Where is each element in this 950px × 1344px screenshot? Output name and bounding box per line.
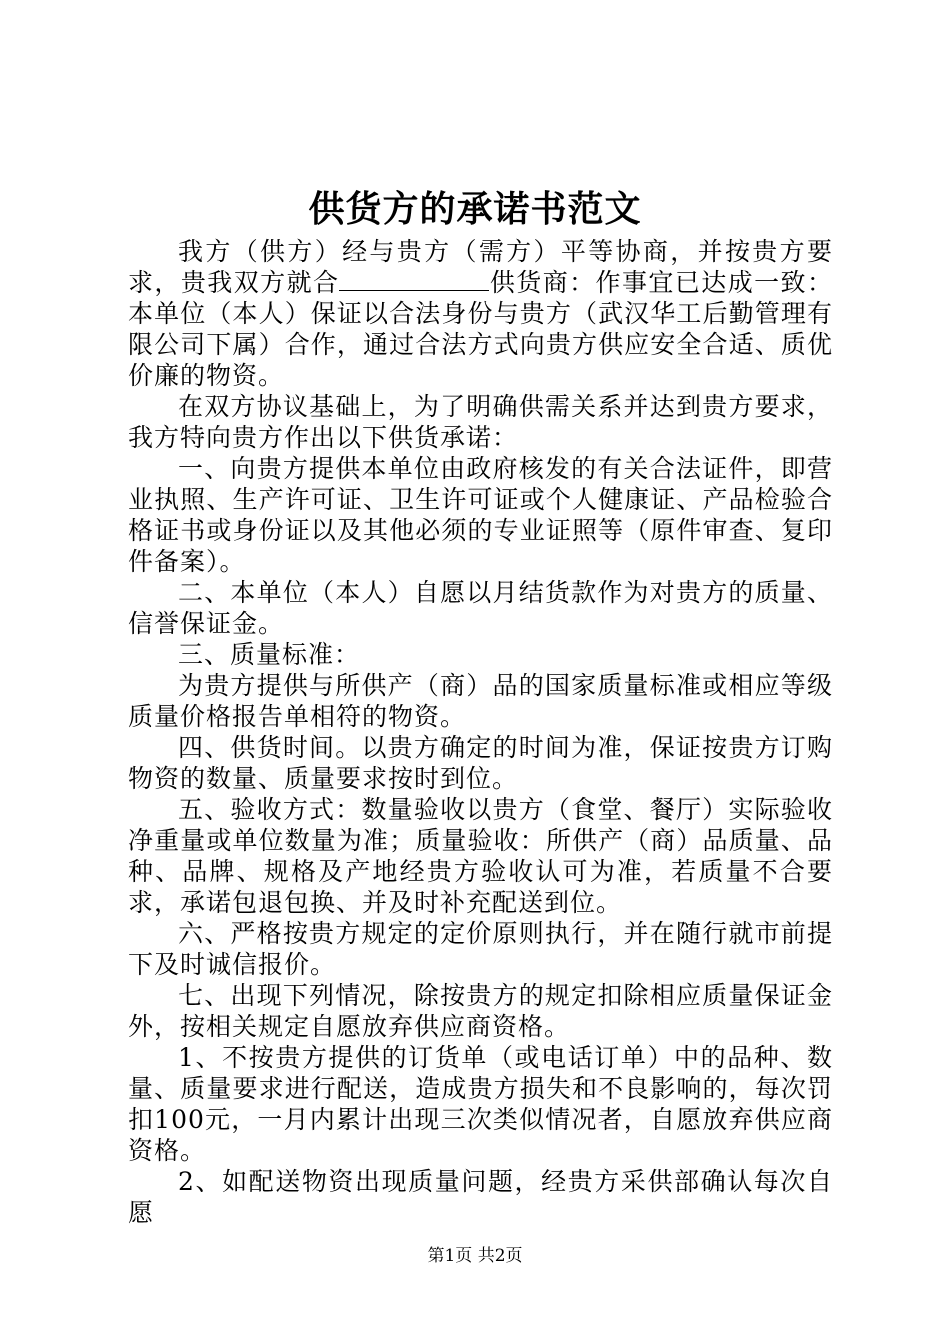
paragraph: 七、出现下列情况，除按贵方的规定扣除相应质量保证金外，按相关规定自愿放弃供应商资格。 — [128, 981, 833, 1041]
paragraph: 为贵方提供与所供产（商）品的国家质量标准或相应等级质量价格报告单相符的物资。 — [128, 671, 833, 731]
paragraph-1-text-end: 供货商：作事宜已达成一致：本单位（本人）保证以合法身份与贵方（武汉华工后勤管理有限公司下属）合作，通过合法方式向贵方供应安全合适、质优价廉的物资。 — [128, 268, 833, 390]
paragraph: 三、质量标准： — [178, 640, 361, 669]
paragraph: 一、向贵方提供本单位由政府核发的有关合法证件，即营业执照、生产许可证、卫生许可证或个人健康证、产品检验合格证书或身份证以及其他必须的专业证照等（原件审查、复印件备案）。 — [128, 454, 833, 576]
paragraph: 在双方协议基础上，为了明确供需关系并达到贵方要求，我方特向贵方作出以下供货承诺： — [128, 392, 833, 452]
paragraph: 二、本单位（本人）自愿以月结货款作为对贵方的质量、信誉保证金。 — [128, 578, 833, 638]
paragraph-1-text-start: 我方（供方）经与贵方（需方）平等协商，并按贵方要求，贵我双方就合 — [128, 237, 833, 297]
paragraph: 四、供货时间。以贵方确定的时间为准，保证按贵方订购物资的数量、质量要求按时到位。 — [128, 733, 833, 793]
document-title: 供货方的承诺书范文 — [308, 188, 642, 230]
paragraph: 五、验收方式：数量验收以贵方（食堂、餐厅）实际验收净重量或单位数量为准；质量验收：所供产（商）品质量、品种、品牌、规格及产地经贵方验收认可为准，若质量不合要求，承诺包退包换、并及时补充配送到位。 — [128, 795, 833, 917]
document-body — [128, 236, 833, 1228]
paragraph: 2、如配送物资出现质量问题，经贵方采供部确认每次自愿 — [128, 1167, 833, 1227]
fill-in-blank — [339, 268, 489, 291]
page-number-footer: 第1页 共2页 — [427, 1246, 523, 1266]
paragraph: 1、不按贵方提供的订货单（或电话订单）中的品种、数量、质量要求进行配送，造成贵方损失和不良影响的，每次罚扣100元，一月内累计出现三次类似情况者，自愿放弃供应商资格。 — [128, 1043, 833, 1165]
paragraph: 六、严格按贵方规定的定价原则执行，并在随行就市前提下及时诚信报价。 — [128, 919, 833, 979]
paragraph-1 — [128, 236, 833, 391]
